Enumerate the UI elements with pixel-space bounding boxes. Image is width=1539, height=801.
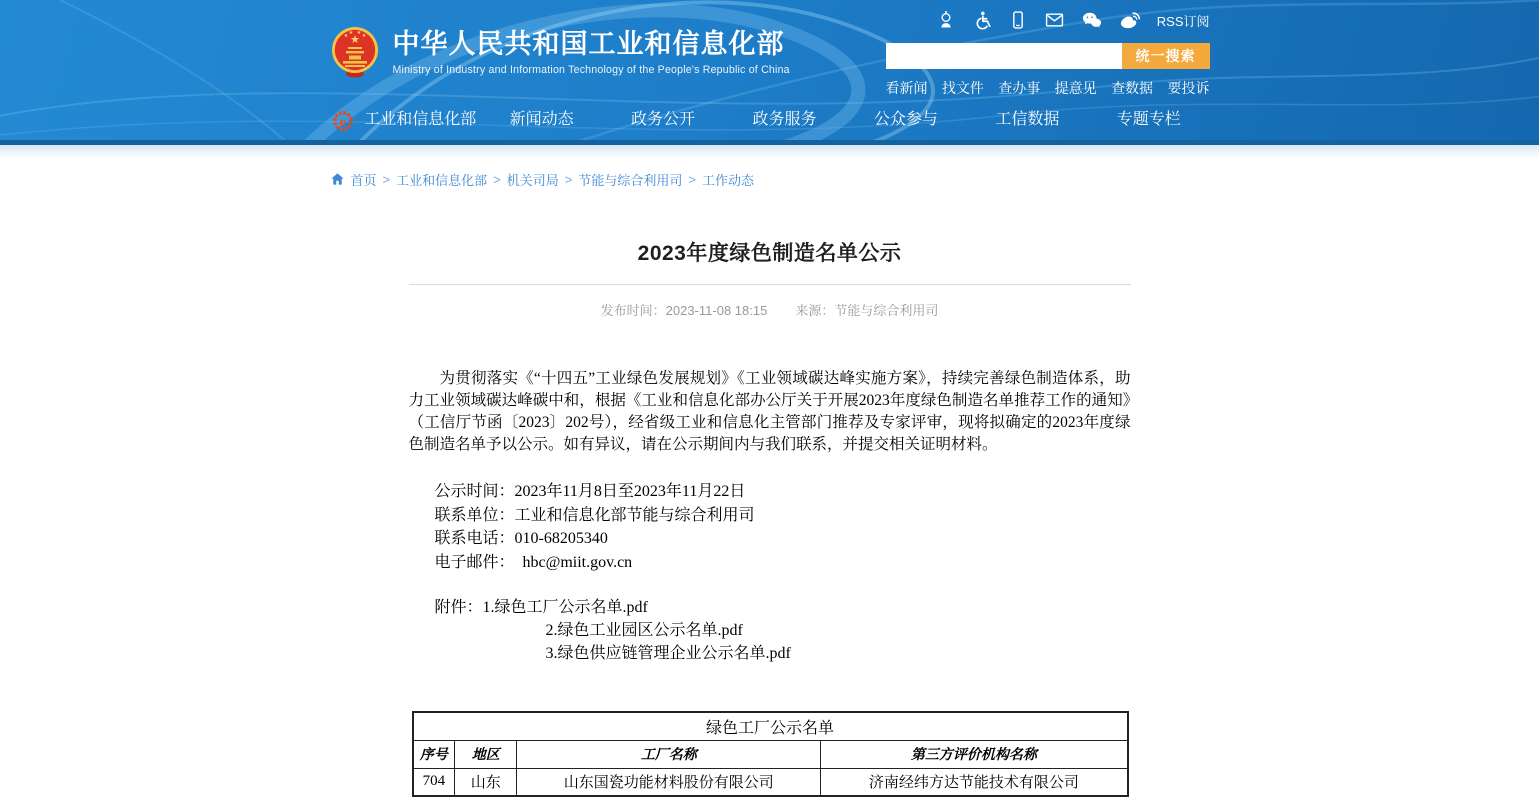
col-header-evaluator: 第三方评价机构名称 [821,740,1128,768]
ministry-name-en: Ministry of Industry and Information Technology of the People's Republic of China [392,64,790,77]
publish-time-label: 发布时间： [600,303,666,318]
header-icons-row [886,8,1210,32]
source-value: 节能与综合利用司 [834,303,939,318]
search-button[interactable]: 统一搜索 [1122,43,1210,69]
nav-item-participation[interactable]: 公众参与 [873,111,938,128]
national-emblem-icon [330,26,380,78]
contact-phone-line: 联系电话：010-68205340 [434,530,608,547]
quick-link-complaint[interactable]: 要投诉 [1167,80,1210,96]
page-title: 2023年度绿色制造名单公示 [637,242,902,265]
attachments-block [409,596,1131,665]
breadcrumb [330,158,1210,199]
attachment-link-supply-chain[interactable]: 3.绿色供应链管理企业公示名单.pdf [545,645,791,662]
nav-item-ministry[interactable]: 工业和信息化部 [364,111,477,128]
svg-text:★: ★ [361,33,366,39]
publicity-period-line: 公示时间：2023年11月8日至2023年11月22日 [434,483,746,500]
nav-item-news[interactable]: 新闻动态 [509,111,574,128]
cell-serial: 704 [413,768,455,796]
breadcrumb-separator: > [688,172,696,187]
table-row [413,768,1128,796]
breadcrumb-separator: > [493,172,501,187]
email-icon[interactable] [1044,10,1065,30]
quick-link-feedback[interactable]: 提意见 [1054,80,1097,96]
quick-links-row [886,78,1210,98]
rss-subscribe-link[interactable]: RSS订阅 [1156,13,1210,29]
green-factory-table [412,711,1129,797]
search-input[interactable] [886,43,1122,69]
breadcrumb-item-energy-dept[interactable]: 节能与综合利用司 [578,173,683,188]
svg-text:★: ★ [348,30,353,36]
main-navigation [330,100,1210,140]
col-header-serial: 序号 [413,740,455,768]
breadcrumb-item-departments[interactable]: 机关司局 [506,173,559,188]
contact-unit-line: 联系单位：工业和信息化部节能与综合利用司 [434,506,755,524]
svg-text:★: ★ [349,34,360,46]
nav-item-data[interactable]: 工信数据 [995,111,1060,128]
ministry-name-cn: 中华人民共和国工业和信息化部 [392,28,785,59]
breadcrumb-home[interactable]: 首页 [350,173,377,188]
site-header [0,0,1539,145]
contact-email-line: 电子邮件： hbc@miit.gov.cn [434,553,633,571]
wechat-icon[interactable] [1081,10,1103,30]
home-icon[interactable] [330,172,345,187]
quick-link-services[interactable]: 查办事 [998,80,1041,96]
table-header-row [413,740,1128,768]
svg-text:e: e [338,115,346,130]
quick-link-data[interactable]: 查数据 [1111,80,1154,96]
accessibility-icon[interactable] [972,10,992,30]
quick-link-files[interactable]: 找文件 [941,80,984,96]
weibo-icon[interactable] [1119,10,1141,30]
svg-text:★: ★ [356,30,361,36]
nav-item-gov-services[interactable]: 政务服务 [752,111,817,128]
header-utility-column [886,8,1210,98]
search-bar [886,43,1210,69]
cell-factory: 山东国瓷功能材料股份有限公司 [517,768,821,796]
article-meta [409,300,1131,319]
article-paragraph: 为贯彻落实《“十四五”工业绿色发展规划》《工业领域碳达峰实施方案》，持续完善绿色制造体系，助力工业领域碳达峰碳中和，根据《工业和信息化部办公厅关于开展2023年度绿色制造名单推荐工作的通知》（工信厅节函〔2023〕202号），经省级工业和信息化主管部门推荐及专家评审，现将拟确定的2023年度绿色制造名单予以公示。如有异议，请在公示期间内与我们联系，并提交相关证明材料。 [408,370,1131,453]
svg-text:★: ★ [343,33,348,39]
contact-info-block [409,480,1131,574]
publish-time-value: 2023-11-08 18:15 [665,303,768,318]
cell-region: 山东 [455,768,517,796]
title-divider [409,284,1131,285]
source-label: 来源： [795,303,835,318]
mobile-icon[interactable] [1008,10,1028,30]
cell-evaluator: 济南经纬方达节能技术有限公司 [821,768,1128,796]
nav-item-gov-open[interactable]: 政务公开 [631,111,696,128]
ministry-logo-group[interactable] [330,26,790,78]
quick-link-news[interactable]: 看新闻 [885,80,928,96]
col-header-factory: 工厂名称 [517,740,821,768]
attachment-link-green-factory[interactable]: 1.绿色工厂公示名单.pdf [482,599,648,616]
col-header-region: 地区 [455,740,517,768]
mascot-robot-icon[interactable] [936,10,956,30]
attachment-link-industrial-park[interactable]: 2.绿色工业园区公示名单.pdf [545,622,743,639]
breadcrumb-item-work-news[interactable]: 工作动态 [701,173,754,188]
article-content [409,237,1131,797]
nav-item-topics[interactable]: 专题专栏 [1116,111,1181,128]
breadcrumb-separator: > [564,172,573,187]
banner-fade-strip [0,145,1539,158]
breadcrumb-separator: > [382,172,391,187]
table-title: 绿色工厂公示名单 [413,712,1128,740]
attachments-label: 附件： [434,599,483,616]
green-factory-table-wrapper [412,711,1129,797]
miit-e-logo-icon [330,107,360,133]
breadcrumb-item-ministry[interactable]: 工业和信息化部 [396,173,488,188]
